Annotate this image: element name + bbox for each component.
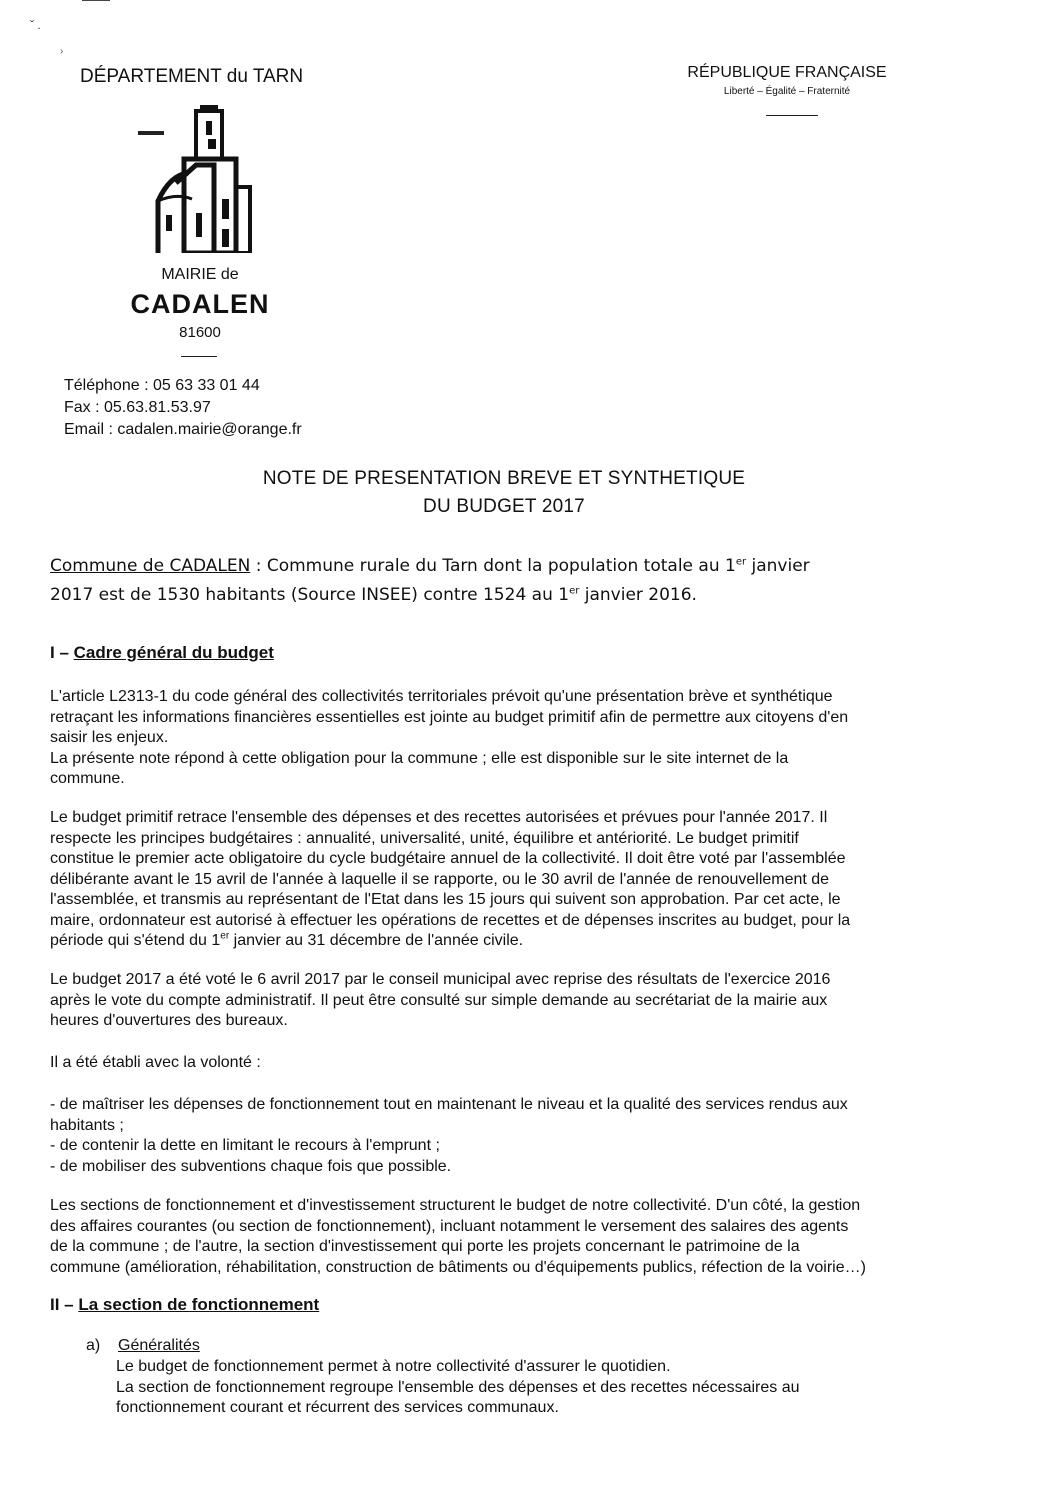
phone-number: Téléphone : 05 63 33 01 44 xyxy=(64,377,260,394)
section-heading-2: II – La section de fonctionnement xyxy=(50,1295,320,1314)
section-heading-1: I – Cadre général du budget xyxy=(50,643,274,662)
divider xyxy=(766,115,818,116)
paragraph-vote: Le budget 2017 a été voté le 6 avril 2017 par le conseil municipal avec reprise des résultats de l'exercice 2016 après le vote du compte administratif. Il peut être consulté sur simple demande au secrétariat de la mairie aux heures d'ouvertures des bureaux. xyxy=(50,971,831,1029)
list-item: habitants ; xyxy=(50,1116,124,1134)
divider xyxy=(181,356,217,357)
document-title-line1: NOTE DE PRESENTATION BREVE ET SYNTHETIQUE xyxy=(262,468,746,489)
church-logo-icon xyxy=(136,103,256,253)
department-label: DÉPARTEMENT du TARN xyxy=(80,66,304,87)
intro-line2: 2017 est de 1530 habitants (Source INSEE) contre 1524 au 1er janvier 2016. xyxy=(50,585,697,605)
paragraph-legal-basis: L'article L2313-1 du code général des collectivités territoriales prévoit qu'une présentation brève et synthétique retraçant les informations financières essentielles est jointe au budget primitif afin de permettre aux citoyens d'en saisir les enjeux. La présente note répond à cette obligation pour la commune ; elle est disponible sur le site internet de la commune. xyxy=(50,688,849,787)
subsection-a-body: Le budget de fonctionnement permet à notre collectivité d'assurer le quotidien. La section de fonctionnement regroupe l'ensemble des dépenses et des recettes nécessaires au fonctionnement courant et récurrent des services communaux. xyxy=(116,1358,800,1416)
scan-mark: ˇ . xyxy=(30,18,41,32)
list-item: - de contenir la dette en limitant le recours à l'emprunt ; xyxy=(50,1137,440,1154)
scan-mark: › xyxy=(60,46,64,57)
paragraph-intent: Il a été établi avec la volonté : xyxy=(50,1054,261,1071)
list-item: - de maîtriser les dépenses de fonctionnement tout en maintenant le niveau et la qualité des services rendus aux xyxy=(50,1096,848,1113)
mairie-label: MAIRIE de xyxy=(161,266,239,283)
subsection-heading-a: a) Généralités xyxy=(86,1337,200,1354)
republic-label: RÉPUBLIQUE FRANÇAISE xyxy=(687,64,887,81)
commune-label: Commune de CADALEN xyxy=(50,556,251,576)
document-title-line2: DU BUDGET 2017 xyxy=(423,496,585,517)
email-address: Email : cadalen.mairie@orange.fr xyxy=(64,421,302,438)
scan-mark-top xyxy=(82,0,110,1)
bullet-list xyxy=(50,1095,970,1177)
intro-line1: Commune de CADALEN : Commune rurale du Tarn dont la population totale au 1er janvier xyxy=(50,556,810,576)
fax-number: Fax : 05.63.81.53.97 xyxy=(64,399,211,416)
city-name: CADALEN xyxy=(130,289,270,319)
paragraph-sections: Les sections de fonctionnement et d'investissement structurent le budget de notre collectivité. D'un côté, la gestion des affaires courantes (ou section de fonctionnement), incluant notamment le versement des salaires des agents de la commune ; de l'autre, la section d'investissement qui porte les projets concernant le patrimoine de la commune (amélioration, réhabilitation, construction de bâtiments ou d'équipements publics, réfection de la voirie…) xyxy=(50,1197,866,1276)
republic-motto: Liberté – Égalité – Fraternité xyxy=(723,86,851,97)
paragraph-budget-definition: Le budget primitif retrace l'ensemble des dépenses et des recettes autorisées et prévues pour l'année 2017. Il respecte les principes budgétaires : annualité, universalité, unité, équilibre et antériorité. Le budget primitif constitue le premier acte obligatoire du cycle budgétaire annuel de la collectivité. Il doit être voté par l'assemblée délibérante avant le 15 avril de l'année à laquelle il se rapporte, ou le 30 avril de l'année de renouvellement de l'assemblée, et transmis au représentant de l'Etat dans les 15 jours qui suivent son approbation. Par cet acte, le maire, ordonnateur est autorisé à effectuer les opérations de recettes et de dépenses inscrites au budget, pour la période qui s'étend du 1er janvier au 31 décembre de l'année civile. xyxy=(50,809,851,949)
list-item: - de mobiliser des subventions chaque fois que possible. xyxy=(50,1157,452,1175)
postcode: 81600 xyxy=(179,324,221,341)
